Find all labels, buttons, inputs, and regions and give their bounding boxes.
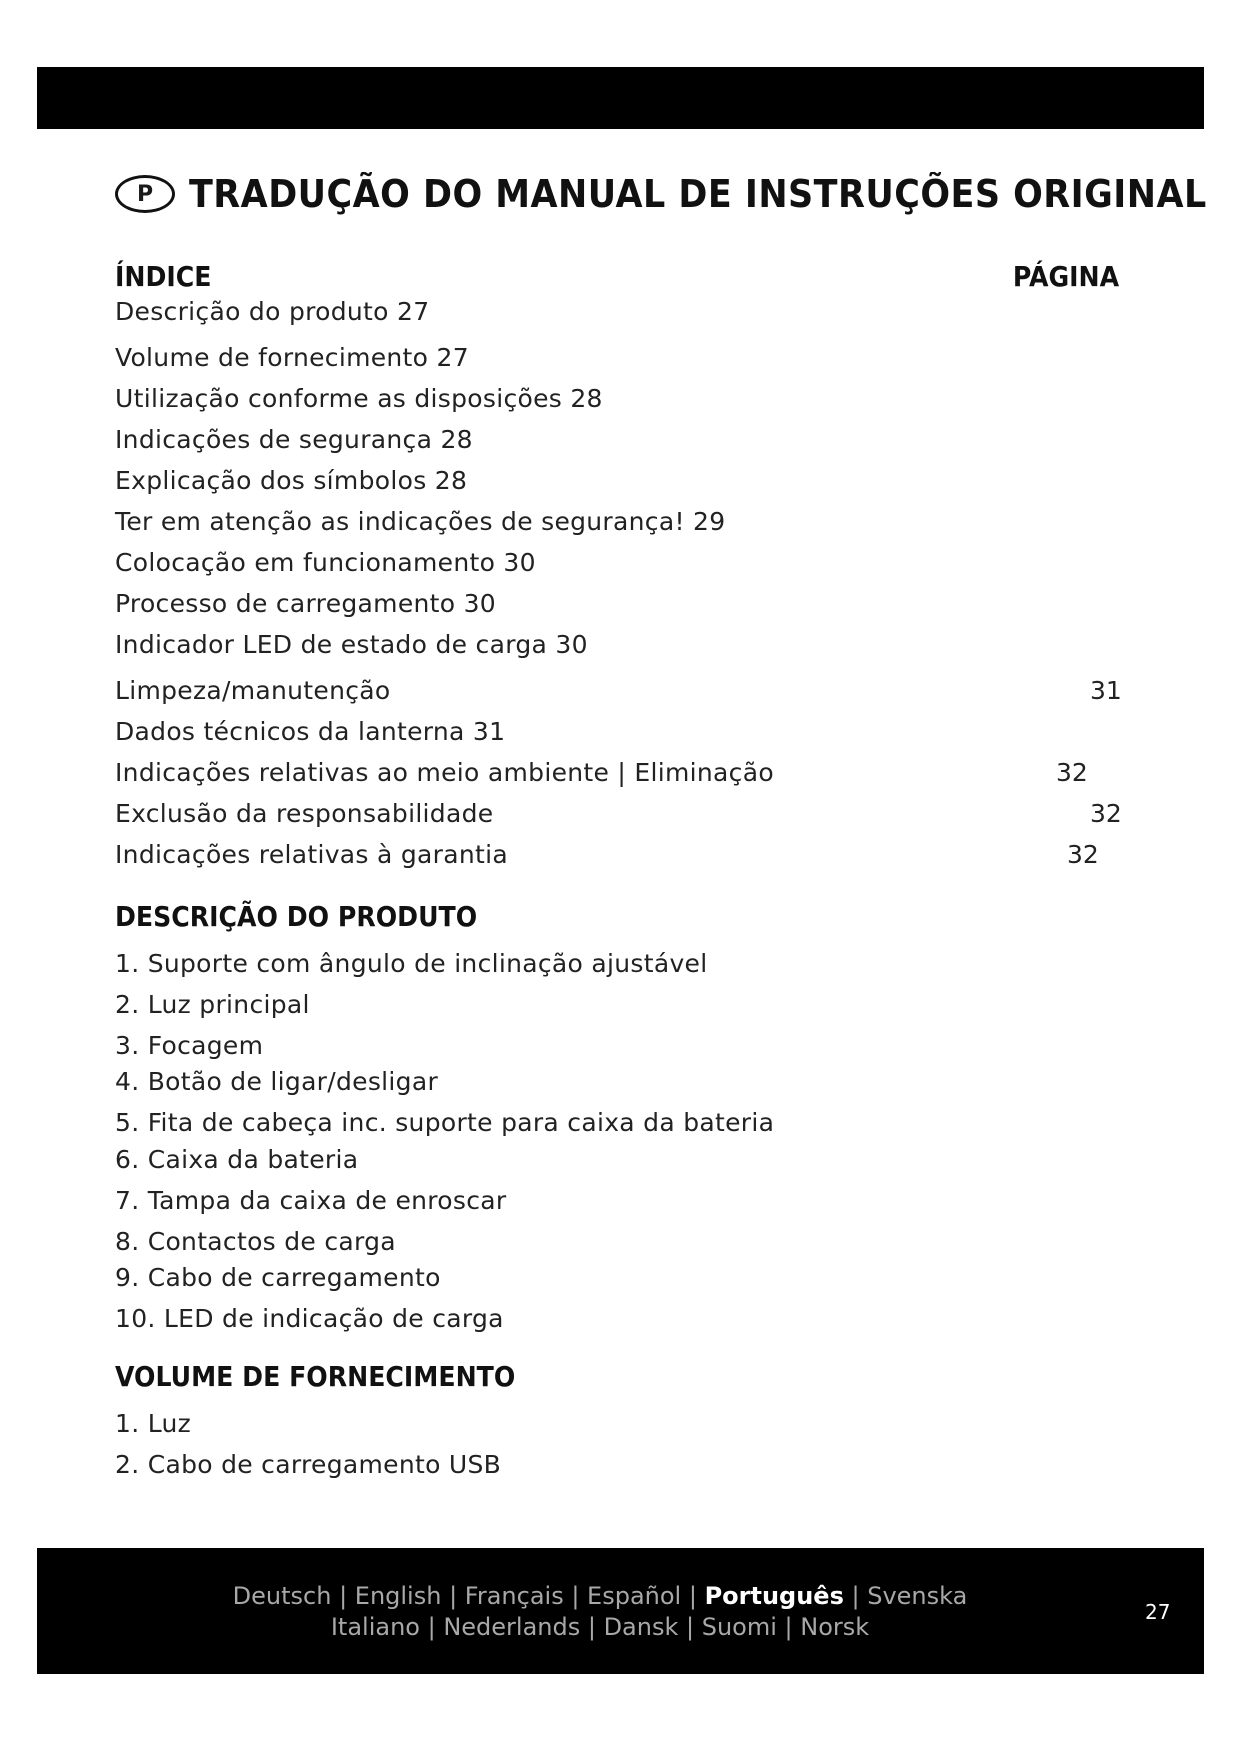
top-bar: [37, 67, 1204, 129]
toc-page-number: 32: [1067, 840, 1099, 869]
toc-entry: Volume de fornecimento 27: [115, 343, 469, 372]
footer-bar: [37, 1548, 1204, 1674]
language-links[interactable]: Deutsch | English | Français | Español |: [232, 1582, 705, 1610]
list-item: 1. Luz: [115, 1409, 192, 1438]
list-item: 6. Caixa da bateria: [115, 1145, 359, 1174]
list-item: 2. Luz principal: [115, 990, 310, 1019]
toc-entry: Indicações relativas ao meio ambiente | Eliminação: [115, 758, 774, 787]
language-list-line1: [0, 1582, 1200, 1610]
language-active[interactable]: Português: [704, 1582, 844, 1610]
toc-entry: Utilização conforme as disposições 28: [115, 384, 603, 413]
toc-entry: Exclusão da responsabilidade: [115, 799, 494, 828]
toc-entry: Indicador LED de estado de carga 30: [115, 630, 588, 659]
toc-entry: Indicações relativas à garantia: [115, 840, 508, 869]
list-item: 7. Tampa da caixa de enroscar: [115, 1186, 507, 1215]
title-row: [115, 172, 1241, 216]
supply-volume-heading: VOLUME DE FORNECIMENTO: [115, 1360, 516, 1393]
toc-entry: Explicação dos símbolos 28: [115, 466, 468, 495]
toc-entry: Dados técnicos da lanterna 31: [115, 717, 506, 746]
toc-entry: Limpeza/manutenção: [115, 676, 391, 705]
list-item: 3. Focagem: [115, 1031, 264, 1060]
list-item: 10. LED de indicação de carga: [115, 1304, 504, 1333]
list-item: 4. Botão de ligar/desligar: [115, 1067, 439, 1096]
toc-page-number: 31: [1090, 676, 1122, 705]
toc-entry: Indicações de segurança 28: [115, 425, 473, 454]
language-list-line2[interactable]: Italiano | Nederlands | Dansk | Suomi | Norsk: [330, 1613, 870, 1641]
list-item: 1. Suporte com ângulo de inclinação ajustável: [115, 949, 708, 978]
toc-entry: Ter em atenção as indicações de segurança! 29: [115, 507, 726, 536]
toc-entry: Processo de carregamento 30: [115, 589, 497, 618]
toc-heading: ÍNDICE: [115, 260, 212, 293]
page-title: TRADUÇÃO DO MANUAL DE INSTRUÇÕES ORIGINAL: [189, 172, 1207, 216]
list-item: 9. Cabo de carregamento: [115, 1263, 441, 1292]
toc-page-number: 32: [1056, 758, 1088, 787]
language-badge: P: [115, 175, 175, 213]
product-description-heading: DESCRIÇÃO DO PRODUTO: [115, 900, 478, 933]
toc-entry: Colocação em funcionamento 30: [115, 548, 536, 577]
toc-page-heading: PÁGINA: [1012, 260, 1119, 293]
list-item: 8. Contactos de carga: [115, 1227, 396, 1256]
toc-entry: Descrição do produto 27: [115, 297, 430, 326]
language-links[interactable]: | Svenska: [843, 1582, 968, 1610]
list-item: 5. Fita de cabeça inc. suporte para caixa da bateria: [115, 1108, 775, 1137]
toc-page-number: 32: [1090, 799, 1122, 828]
page-number: 27: [1145, 1600, 1171, 1624]
list-item: 2. Cabo de carregamento USB: [115, 1450, 502, 1479]
